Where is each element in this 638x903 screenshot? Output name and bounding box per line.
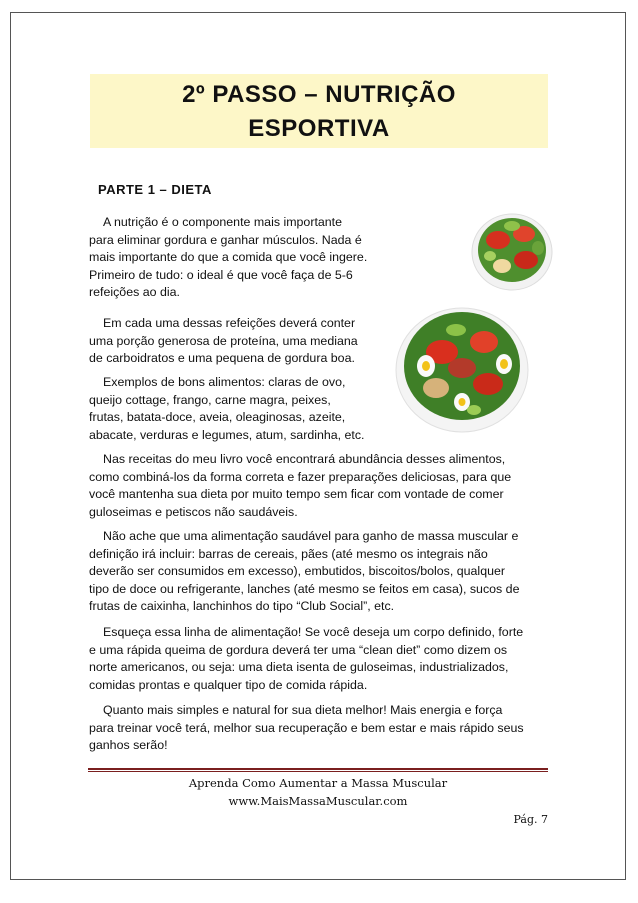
p5-line-3: deverão ser consumidos em excesso), embutidos, biscoitos/bolos, qualquer bbox=[89, 564, 505, 579]
paragraph-5 bbox=[89, 528, 549, 616]
p3-line-2: queijo cottage, frango, carne magra, peixes, bbox=[89, 392, 331, 407]
p2-line-3: de carboidratos e uma pequena de gordura boa. bbox=[89, 351, 355, 366]
p1-line-5: refeições ao dia. bbox=[89, 285, 180, 300]
p4-line-2: como combiná-los da forma correta e fazer preparações deliciosas, para que bbox=[89, 469, 512, 484]
paragraph-6 bbox=[89, 624, 549, 694]
p4-line-3: você mantenha sua dieta por muito tempo sem ficar com vontade de comer bbox=[89, 487, 504, 502]
p6-line-4: comidas prontas e qualquer tipo de comida rápida. bbox=[89, 677, 368, 692]
p2-line-2: uma porção generosa de proteína, uma mediana bbox=[89, 333, 358, 348]
p1-line-2: para eliminar gordura e ganhar músculos. Nada é bbox=[89, 232, 362, 247]
p5-line-5: frutas de caixinha, lanchinhos do tipo “Club Social”, etc. bbox=[89, 599, 395, 614]
p3-line-4: abacate, verduras e legumes, atum, sardinha, etc. bbox=[89, 427, 365, 442]
p6-line-2: e uma rápida queima de gordura deverá ter uma “clean diet” como dizem os bbox=[89, 642, 508, 657]
salad-bowl-image-small bbox=[468, 200, 554, 296]
p5-line-4: tipo de doce ou refrigerante, lanches (até mesmo se feitos em casa), sucos de bbox=[89, 581, 520, 596]
paragraph-2 bbox=[89, 315, 389, 368]
page-number: Pág. 7 bbox=[513, 813, 548, 826]
p3-line-1: Exemplos de bons alimentos: claras de ovo, bbox=[103, 375, 346, 389]
salad-bowl-image-large bbox=[392, 302, 530, 434]
p1-line-4: Primeiro de tudo: o ideal é que você faça de 5-6 bbox=[89, 267, 353, 282]
p7-line-1: Quanto mais simples e natural for sua dieta melhor! Mais energia e força bbox=[103, 703, 503, 717]
paragraph-7 bbox=[89, 702, 549, 755]
p7-line-3: ganhos serão! bbox=[89, 738, 168, 753]
p5-line-1: Não ache que uma alimentação saudável para ganho de massa muscular e bbox=[103, 529, 519, 543]
footer-website[interactable]: www.MaisMassaMuscular.com bbox=[228, 794, 408, 808]
p3-line-3: frutas, batata-doce, aveia, oleaginosas, azeite, bbox=[89, 410, 346, 425]
p5-line-2: definição irá incluir: barras de cereais, pães (até mesmo os integrais não bbox=[89, 546, 488, 561]
p7-line-2: para treinar você terá, melhor sua recuperação e bem estar e mais rápido seus bbox=[89, 720, 524, 735]
p6-line-1: Esqueça essa linha de alimentação! Se você deseja um corpo definido, forte bbox=[103, 625, 524, 639]
footer-rule bbox=[88, 768, 548, 770]
footer-rule-thin bbox=[88, 771, 548, 772]
section-heading: PARTE 1 – DIETA bbox=[98, 182, 212, 197]
title-line-1: 2º PASSO – NUTRIÇÃO bbox=[182, 81, 456, 108]
p6-line-3: norte americanos, ou seja: uma dieta isenta de guloseimas, industrializados, bbox=[89, 660, 509, 675]
p1-line-3: mais importante do que a comida que você ingere. bbox=[89, 250, 368, 265]
p4-line-4: guloseimas e petiscos não saudáveis. bbox=[89, 504, 298, 519]
footer bbox=[88, 774, 548, 810]
p2-line-1: Em cada uma dessas refeições deverá conter bbox=[103, 316, 356, 330]
title-line-2: ESPORTIVA bbox=[248, 115, 390, 142]
paragraph-4 bbox=[89, 451, 549, 521]
page-title bbox=[90, 74, 548, 146]
p1-line-1: A nutrição é o componente mais importante bbox=[103, 215, 342, 229]
paragraph-3 bbox=[89, 374, 389, 444]
p4-line-1: Nas receitas do meu livro você encontrará abundância desses alimentos, bbox=[103, 452, 506, 466]
footer-book-title: Aprenda Como Aumentar a Massa Muscular bbox=[188, 776, 448, 790]
paragraph-1 bbox=[89, 214, 389, 302]
